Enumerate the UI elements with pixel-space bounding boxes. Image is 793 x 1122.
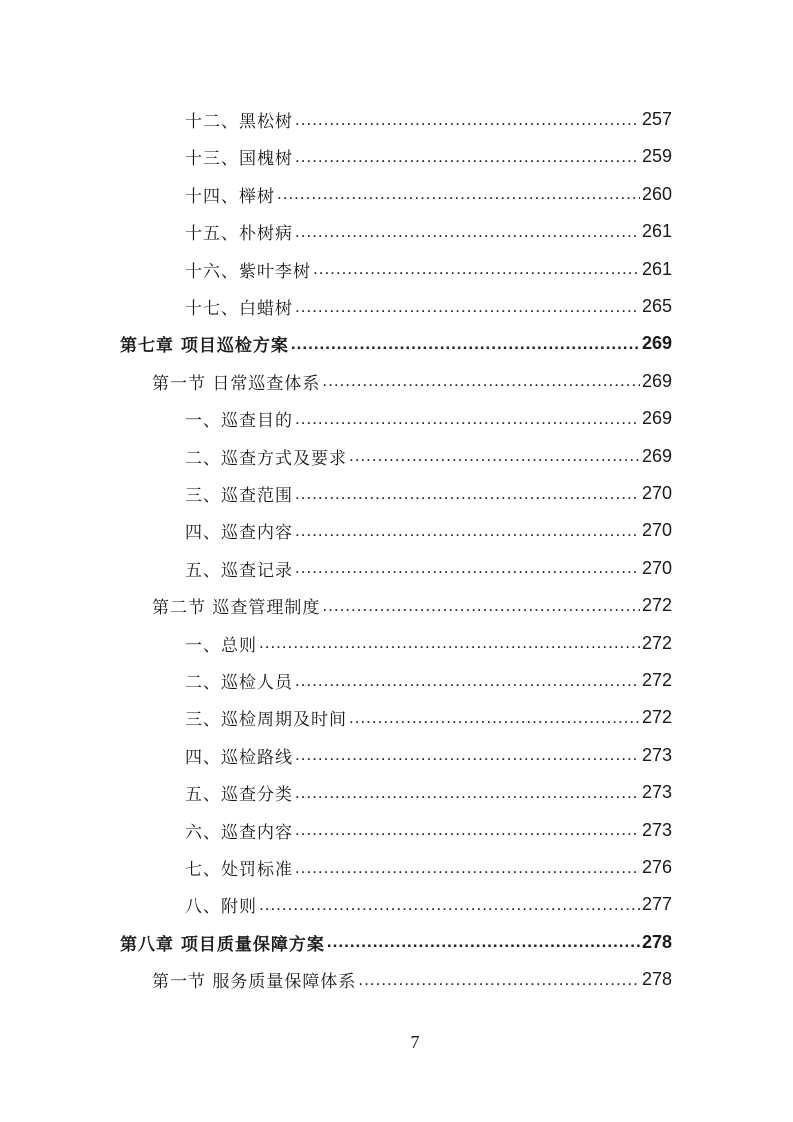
toc-entry[interactable] [185,438,672,475]
dot-leader [295,820,640,840]
toc-entry-title: 第七章 项目巡检方案 [120,336,289,357]
toc-entry-page: 272 [641,670,672,690]
dot-leader [349,446,640,466]
page-number: 7 [410,1032,420,1052]
dot-leader [327,932,640,952]
toc-entry-title: 第八章 项目质量保障方案 [120,934,325,955]
toc-entry-page: 257 [641,109,672,129]
toc-entry[interactable] [185,251,672,288]
toc-entry[interactable] [185,101,672,138]
toc-entry[interactable] [185,400,672,437]
toc-entry[interactable] [185,512,672,549]
toc-entry-title: 五、巡查分类 [185,785,293,806]
toc-entry-page: 278 [641,931,672,952]
toc-entry-page: 265 [641,296,672,316]
toc-entry-page: 278 [641,969,672,990]
dot-leader [295,297,640,317]
toc-entry-title: 四、巡检路线 [185,747,293,768]
dot-leader [295,409,640,429]
toc-entry-title: 二、巡查方式及要求 [185,448,347,469]
toc-entry[interactable] [185,213,672,250]
toc-entry-page: 277 [641,894,672,915]
toc-entry-title: 一、巡查目的 [185,411,293,432]
toc-entry-page: 260 [641,183,672,204]
toc-entry-page: 272 [641,707,672,728]
dot-leader [295,521,640,541]
toc-entry[interactable] [152,587,672,624]
dot-leader [313,259,640,279]
dot-leader [322,596,640,616]
toc-entry-title: 十三、国槐树 [185,149,293,170]
toc-entry[interactable] [185,550,672,587]
toc-entry-title: 十五、朴树病 [185,224,293,245]
toc-entry-page: 269 [641,333,672,354]
toc-entry[interactable] [185,886,672,923]
toc-entry-title: 十四、榉树 [185,186,275,207]
toc-entry-page: 270 [641,557,672,578]
toc-entry-page: 276 [641,857,672,877]
dot-leader [295,671,640,691]
toc-entry-title: 六、巡查内容 [185,822,293,843]
dot-leader [349,708,640,728]
dot-leader [322,371,640,391]
toc-entry-page: 272 [641,595,672,616]
toc-entry-page: 270 [641,520,672,541]
toc-entry[interactable] [120,924,672,961]
toc-entry[interactable] [185,662,672,699]
dot-leader [291,334,640,354]
toc-entry-title: 二、巡检人员 [185,673,293,693]
toc-entry[interactable] [185,774,672,811]
dot-leader [358,970,640,990]
toc-entry-page: 270 [641,483,672,503]
dot-leader [295,147,640,167]
toc-entry-page: 273 [641,819,672,840]
toc-entry-page: 273 [641,782,672,803]
toc-entry[interactable] [185,475,672,512]
dot-leader [295,783,640,803]
dot-leader [295,558,640,578]
toc-entry-title: 四、巡查内容 [185,523,293,544]
toc-entry[interactable] [185,812,672,849]
dot-leader [277,184,640,204]
toc-entry-title: 十六、紫叶李树 [185,261,311,282]
toc-entry-title: 第二节 巡查管理制度 [152,598,321,619]
toc-entry[interactable] [185,737,672,774]
toc-entry-title: 七、处罚标准 [185,860,293,880]
toc-entry-page: 269 [641,445,672,466]
toc-entry-title: 一、总则 [185,635,257,656]
toc-entry-title: 三、巡检周期及时间 [185,710,347,731]
toc-entry-title: 五、巡查记录 [185,560,293,581]
toc-entry[interactable] [185,176,672,213]
dot-leader [259,895,640,915]
toc-entry-page: 259 [641,146,672,167]
dot-leader [295,110,640,130]
toc-entry-title: 十七、白蜡树 [185,299,293,319]
toc-entry-page: 269 [641,370,672,391]
toc-entry[interactable] [152,961,672,998]
toc-entry-title: 第一节 日常巡查体系 [152,373,321,394]
toc-entry-title: 第一节 服务质量保障体系 [152,972,357,993]
toc-entry[interactable] [185,288,672,325]
toc-entry[interactable] [185,138,672,175]
toc-entry-page: 269 [641,408,672,429]
toc-entry[interactable] [185,625,672,662]
dot-leader [295,745,640,765]
toc-entry-title: 十二、黑松树 [185,112,293,132]
toc-entry[interactable] [185,849,672,886]
dot-leader [295,484,640,504]
toc-entry-page: 261 [641,221,672,242]
toc-entry[interactable] [185,699,672,736]
dot-leader [259,633,640,653]
toc-entry-page: 273 [641,744,672,765]
toc-entry-title: 三、巡查范围 [185,486,293,506]
toc-entry-page: 261 [641,258,672,279]
toc-entry-page: 272 [641,632,672,653]
toc-entry[interactable] [120,325,672,362]
toc-entry[interactable] [152,363,672,400]
dot-leader [295,858,640,878]
dot-leader [295,222,640,242]
toc-entry-title: 八、附则 [185,897,257,918]
